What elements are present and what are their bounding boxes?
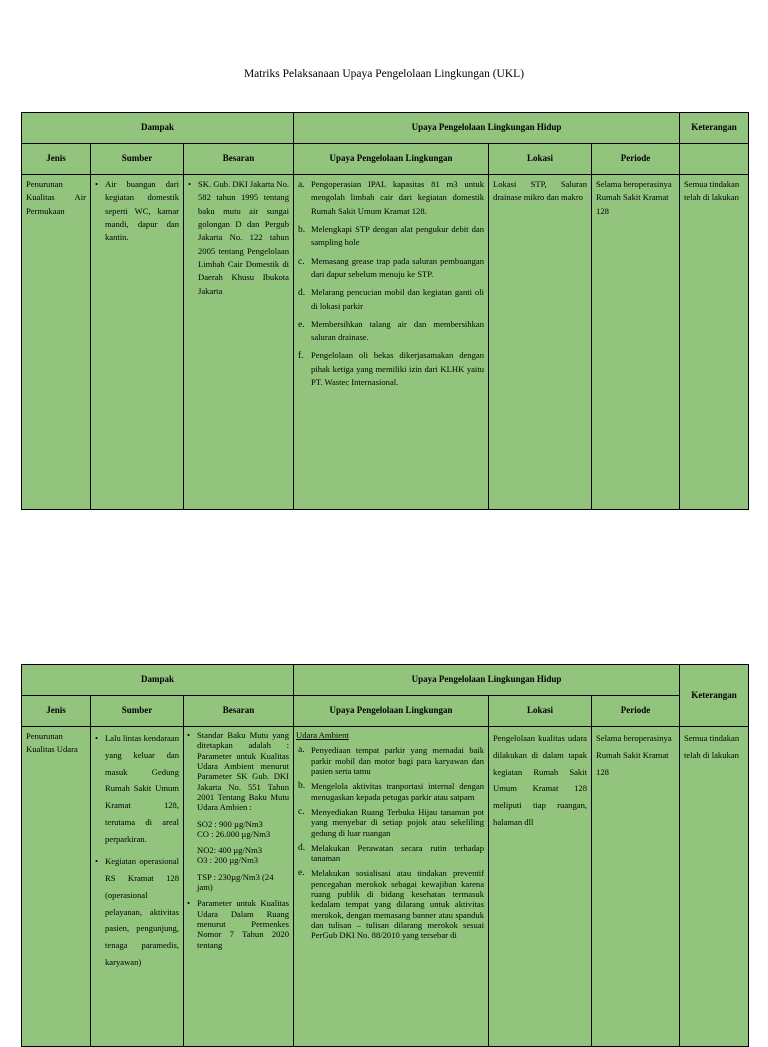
header-keterangan-blank (680, 144, 749, 175)
cell-upaya (294, 175, 489, 510)
besaran-item: • Parameter untuk Kualitas Udara Dalam Ruang menurut Permenkes Nomor 7 Tahun 2020 tentang (197, 898, 289, 950)
co-value: CO : 26.000 µg/Nm3 (197, 828, 271, 839)
header-upaya: Upaya Pengelolaan Lingkungan (294, 696, 489, 727)
header-keterangan: Keterangan (680, 113, 749, 144)
header-upaya-group: Upaya Pengelolaan Lingkungan Hidup (294, 665, 680, 696)
upaya-item: d. Melakukan Perawatan secara rutin terhadap tanaman (298, 842, 485, 864)
sumber-item: • Kegiatan operasional RS Kramat 128 (operasional pelayanan, aktivitas pasien, pengunjung, tenaga paramedis, karyawan) (105, 853, 179, 970)
header-upaya: Upaya Pengelolaan Lingkungan (294, 144, 489, 175)
upaya-item: a. Pengoperasian IPAL kapasitas 81 m3 untuk mengolah limbah cair dari kegiatan domestik Rumah Sakit Umum Kramat 128. (298, 179, 485, 216)
sumber-item: • Lalu lintas kendaraan yang keluar dan masuk Gedung Rumah Sakit Umum Kramat 128, terutama di areal perparkiran. (105, 730, 179, 847)
header-dampak: Dampak (22, 665, 294, 696)
header-jenis: Jenis (22, 144, 91, 175)
header-sumber: Sumber (91, 696, 184, 727)
cell-jenis: Penurunan Kualitas Udara (22, 727, 91, 1047)
upaya-item: b. Melengkapi STP dengan alat pengukur debit dan sampling hole (298, 223, 485, 248)
besaran-item: • SK. Gub. DKI Jakarta No. 582 tahun 1995 tentang baku mutu air sungai golongan D dan Pergub Jakarta No. 122 tahun 2005 tentang Pengelolaan Limbah Cair Domestik di Daerah Khusu Ibukota Jakarta (198, 178, 289, 298)
header-sumber: Sumber (91, 144, 184, 175)
upaya-item: e. Membersihkan talang air dan membersihkan saluran drainase. (298, 318, 485, 343)
header-keterangan: Keterangan (680, 665, 749, 727)
header-periode: Periode (592, 696, 680, 727)
upaya-item: c. Memasang grease trap pada saluran pembuangan dari dapur sebelum menuju ke STP. (298, 255, 485, 279)
upaya-item: a. Penyediaan tempat parkir yang memadai baik parkir mobil dan motor bagi para karyawan dan pasien serta tamu (298, 745, 485, 776)
so2-value: SO2 : 900 µg/Nm3 (197, 818, 263, 829)
header-upaya-group: Upaya Pengelolaan Lingkungan Hidup (294, 113, 680, 144)
upaya-item: d. Melarang pencucian mobil dan kegiatan ganti oli di lokasi parkir (298, 287, 485, 311)
upaya-heading: Udara Ambient (296, 730, 349, 740)
besaran-text: • Standar Baku Mutu yang ditetapkan adalah : Parameter untuk Kualitas Udara Ambient menurut Parameter SK Gub. DKI Jakarta No. 551 Tahun 2001 Tentang Baku Mutu Udara Ambien : (197, 730, 290, 813)
ukl-table-air (21, 664, 749, 1047)
cell-sumber (91, 175, 184, 510)
cell-keterangan: Semua tindakan telah di lakukan (680, 175, 749, 510)
header-lokasi: Lokasi (489, 144, 592, 175)
upaya-item: f. Pengelolaan oli bekas dikerjasamakan dengan pihak ketiga yang memiliki izin dari KLHK yaitu PT. Wastec Internasional. (298, 350, 485, 388)
header-lokasi: Lokasi (489, 696, 592, 727)
cell-periode: Selama beroperasinya Rumah Sakit Kramat 128 (592, 175, 680, 510)
document-title: Matriks Pelaksanaan Upaya Pengelolaan Lingkungan (UKL) (243, 68, 525, 80)
header-besaran: Besaran (184, 696, 294, 727)
no2-value: NO2: 400 µg/Nm3 (197, 845, 263, 856)
header-besaran: Besaran (184, 144, 294, 175)
tsp-value: TSP : 230µg/Nm3 (24 jam) (197, 871, 274, 893)
cell-periode: Selama beroperasinya Rumah Sakit Kramat 128 (592, 727, 680, 1047)
sumber-item: • Air buangan dari kegiatan domestik seperti WC, kamar mandi, dapur dan kantin. (105, 178, 179, 245)
cell-lokasi: Pengelolaan kualitas udara dilakukan di dalam tapak kegiatan Rumah Sakit Umum Kramat 128 meliputi tiap ruangan, halaman dll (489, 727, 592, 1047)
header-periode: Periode (592, 144, 680, 175)
cell-jenis: Penurunan Kualitas Air Permukaan (22, 175, 91, 510)
cell-besaran (184, 727, 294, 1047)
besaran-item (197, 730, 289, 892)
cell-keterangan: Semua tindakan telah di lakukan (680, 727, 749, 1047)
header-jenis: Jenis (22, 696, 91, 727)
upaya-item: c. Menyediakan Ruang Terbuka Hijau tanaman pot yang menyebar di setiap pojok atau sekeliling gedung di luar ruangan (298, 806, 485, 838)
upaya-item: b. Mengelola aktivitas tranportasi internal dengan menugaskan kepada petugas parkir atau satpam (298, 781, 485, 802)
cell-sumber (91, 727, 184, 1047)
ukl-table-water (21, 112, 749, 510)
cell-besaran (184, 175, 294, 510)
header-dampak: Dampak (22, 113, 294, 144)
cell-upaya (294, 727, 489, 1047)
upaya-item: e. Melakukan sosialisasi atau tindakan preventif pencegahan merokok sebagai kewajiban karena ruang publik di bidang kesehatan termasuk kedalam tempat yang dilarang untuk aktivitas merokok, dengan memasang banner atau spanduk dan tulisan – tulisan dilarang merokok sesuai PerGub DKI No. 88/2010 yang tersebar di (298, 868, 485, 941)
o3-value: O3 : 200 µg/Nm3 (197, 855, 259, 866)
cell-lokasi: Lokasi STP, Saluran drainase mikro dan makro (489, 175, 592, 510)
